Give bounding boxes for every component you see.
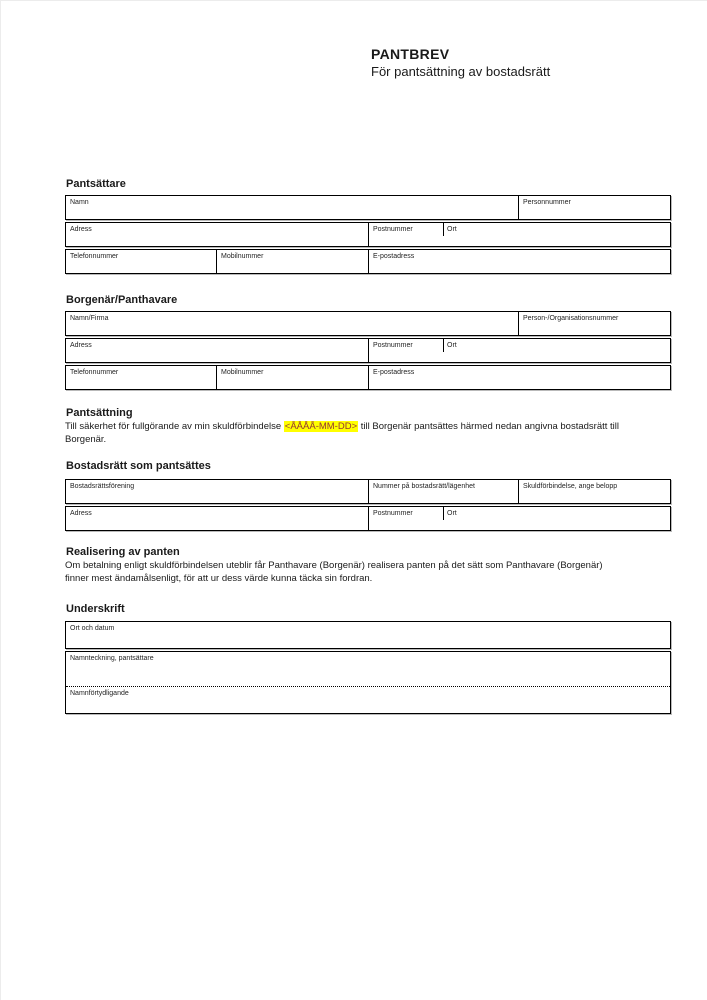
table-row: [65, 621, 671, 649]
field-label-personnummer: Personnummer: [523, 199, 571, 206]
field-pantsattare-adress[interactable]: [66, 223, 368, 246]
field-borgenar-postnummer[interactable]: [368, 339, 443, 362]
pantsattning-paragraph: [65, 420, 635, 446]
table-row: [65, 222, 671, 247]
field-pantsattare-namn[interactable]: [66, 196, 518, 219]
field-label-telefonnummer: Telefonnummer: [70, 253, 119, 260]
section-heading-underskrift: Underskrift: [66, 603, 125, 615]
field-label-namn: Namn: [70, 199, 89, 206]
field-borgenar-ort[interactable]: [443, 339, 670, 362]
date-placeholder-highlight: <ÅÅÅÅ-MM-DD>: [284, 421, 358, 432]
pantsattare-table: [65, 195, 671, 276]
pantsattning-text-after: till Borgenär pantsättes härmed nedan angivna bostadsrätt till Borgenär.: [65, 421, 620, 445]
table-row: [65, 338, 671, 363]
table-row: [65, 365, 671, 390]
table-row: [65, 506, 671, 531]
field-ort-och-datum[interactable]: [66, 622, 670, 648]
underskrift-table: [65, 621, 671, 714]
field-label-ort: Ort: [447, 342, 457, 349]
field-label-ort-och-datum: Ort och datum: [70, 625, 115, 632]
field-borgenar-mobilnummer[interactable]: [216, 366, 368, 389]
table-row: [65, 311, 671, 336]
field-borgenar-person-orgnummer[interactable]: [518, 312, 670, 335]
field-borgenar-telefonnummer[interactable]: [66, 366, 216, 389]
field-label-mobilnummer: Mobilnummer: [221, 369, 264, 376]
field-skuldforbindelse-belopp[interactable]: [518, 480, 670, 503]
table-row: [65, 249, 671, 274]
field-bostadsratt-postnummer[interactable]: [368, 507, 443, 530]
table-row: [65, 479, 671, 504]
section-heading-borgenar: Borgenär/Panthavare: [66, 294, 178, 306]
field-label-epostadress: E-postadress: [373, 253, 415, 260]
field-label-ort: Ort: [447, 510, 457, 517]
field-pantsattare-personnummer[interactable]: [518, 196, 670, 219]
field-label-skuldforbindelse-belopp: Skuldförbindelse, ange belopp: [523, 483, 618, 490]
section-heading-pantsattning: Pantsättning: [66, 407, 133, 419]
field-bostadsrattsforening[interactable]: [66, 480, 368, 503]
field-pantsattare-epostadress[interactable]: [368, 250, 670, 273]
field-label-nummer-bostadsratt: Nummer på bostadsrätt/lägenhet: [373, 483, 475, 490]
pantsattning-text-before: Till säkerhet för fullgörande av min skuldförbindelse: [65, 421, 284, 432]
field-bostadsratt-ort[interactable]: [443, 507, 670, 530]
borgenar-table: [65, 311, 671, 392]
field-label-namnfortydligande: Namnförtydligande: [70, 690, 129, 697]
field-label-mobilnummer: Mobilnummer: [221, 253, 264, 260]
field-pantsattare-telefonnummer[interactable]: [66, 250, 216, 273]
field-label-postnummer: Postnummer: [373, 510, 413, 517]
field-label-postnummer: Postnummer: [373, 342, 413, 349]
field-label-adress: Adress: [70, 342, 92, 349]
field-pantsattare-mobilnummer[interactable]: [216, 250, 368, 273]
field-label-namnteckning: Namnteckning, pantsättare: [70, 655, 154, 662]
field-bostadsratt-adress[interactable]: [66, 507, 368, 530]
field-borgenar-namn-firma[interactable]: [66, 312, 518, 335]
field-label-ort: Ort: [447, 226, 457, 233]
field-label-postnummer: Postnummer: [373, 226, 413, 233]
bostadsratt-table: [65, 479, 671, 533]
field-label-person-orgnummer: Person-/Organisationsnummer: [523, 315, 619, 322]
field-namnfortydligande[interactable]: [66, 687, 670, 713]
field-label-bostadsrattsforening: Bostadsrättsförening: [70, 483, 135, 490]
section-heading-realisering: Realisering av panten: [66, 546, 180, 558]
field-borgenar-epostadress[interactable]: [368, 366, 670, 389]
field-borgenar-adress[interactable]: [66, 339, 368, 362]
field-label-adress: Adress: [70, 226, 92, 233]
field-pantsattare-ort[interactable]: [443, 223, 670, 246]
document-title: PANTBREV: [371, 46, 450, 62]
section-heading-pantsattare: Pantsättare: [66, 178, 126, 190]
section-heading-bostadsratt: Bostadsrätt som pantsättes: [66, 460, 211, 472]
field-label-namn-firma: Namn/Firma: [70, 315, 109, 322]
field-label-adress: Adress: [70, 510, 92, 517]
field-pantsattare-postnummer[interactable]: [368, 223, 443, 246]
document-subtitle: För pantsättning av bostadsrätt: [371, 64, 551, 79]
field-namnteckning[interactable]: [66, 652, 670, 687]
realisering-paragraph: Om betalning enligt skuldförbindelsen uteblir får Panthavare (Borgenär) realisera panten på det sätt som Panthavare (Borgenär) finner mest ändamålsenligt, för att ur dess värde kunna täcka sin fordran.: [65, 560, 603, 584]
field-label-telefonnummer: Telefonnummer: [70, 369, 119, 376]
field-label-epostadress: E-postadress: [373, 369, 415, 376]
signature-box: [65, 651, 671, 714]
document-header: [371, 46, 550, 79]
table-row: [65, 195, 671, 220]
field-nummer-bostadsratt[interactable]: [368, 480, 518, 503]
